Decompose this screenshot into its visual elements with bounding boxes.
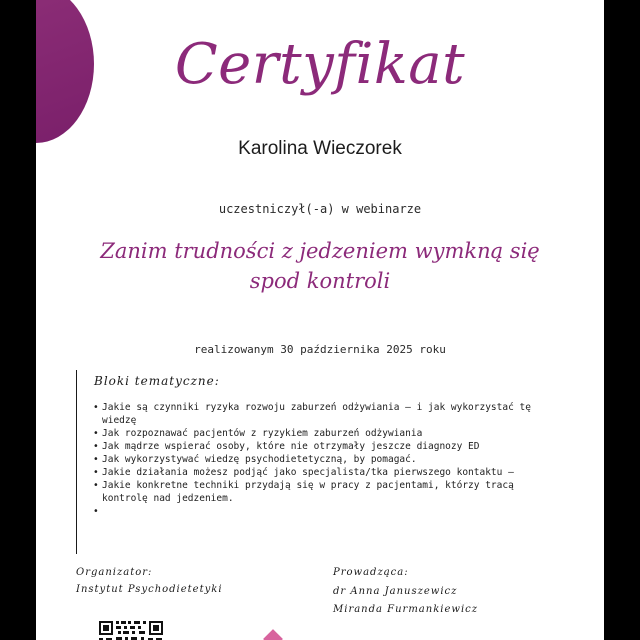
topic-item: • Jak mądrze wspierać osoby, które nie otrzymały jeszcze diagnozy ED bbox=[93, 440, 543, 453]
topic-item: • Jakie są czynniki ryzyka rozwoju zaburzeń odżywiania – i jak wykorzystać tę wiedzę bbox=[93, 401, 543, 427]
qr-code-icon bbox=[98, 620, 164, 640]
topic-item: • Jak rozpoznawać pacjentów z ryzykiem zaburzeń odżywiania bbox=[93, 427, 543, 440]
webinar-title-line-2: spod kontroli bbox=[249, 269, 391, 293]
participation-text: uczestniczył(-a) w webinarze bbox=[218, 202, 422, 216]
webinar-title-line-1: Zanim trudności z jedzeniem wymkną się bbox=[100, 239, 540, 263]
certificate-page bbox=[36, 0, 604, 640]
decorative-mark bbox=[263, 629, 283, 640]
webinar-title bbox=[66, 236, 574, 296]
organizer-name: Instytut Psychodietetyki bbox=[76, 584, 223, 595]
webinar-date: realizowanym 30 października 2025 roku bbox=[194, 343, 446, 356]
certificate-title: Certyfikat bbox=[174, 32, 466, 97]
topic-item: • Jakie działania możesz podjąć jako specjalista/tka pierwszego kontaktu – bbox=[93, 466, 543, 479]
topics-list bbox=[93, 401, 543, 518]
recipient-name: Karolina Wieczorek bbox=[238, 138, 402, 159]
host-label: Prowadząca: bbox=[333, 567, 409, 578]
topics-section bbox=[76, 370, 557, 554]
topic-item: • Jak wykorzystywać wiedzę psychodietetyczną, by pomagać. bbox=[93, 453, 543, 466]
host-names bbox=[333, 583, 478, 619]
topic-item: • Jakie konkretne techniki przydają się w pracy z pacjentami, którzy tracą kontrolę nad jedzeniem. bbox=[93, 479, 543, 505]
topic-item bbox=[93, 505, 543, 518]
organizer-label: Organizator: bbox=[76, 567, 153, 578]
host-name: Miranda Furmankiewicz bbox=[333, 604, 479, 615]
host-name: dr Anna Januszewicz bbox=[333, 586, 458, 597]
topics-heading: Bloki tematyczne: bbox=[94, 374, 220, 388]
